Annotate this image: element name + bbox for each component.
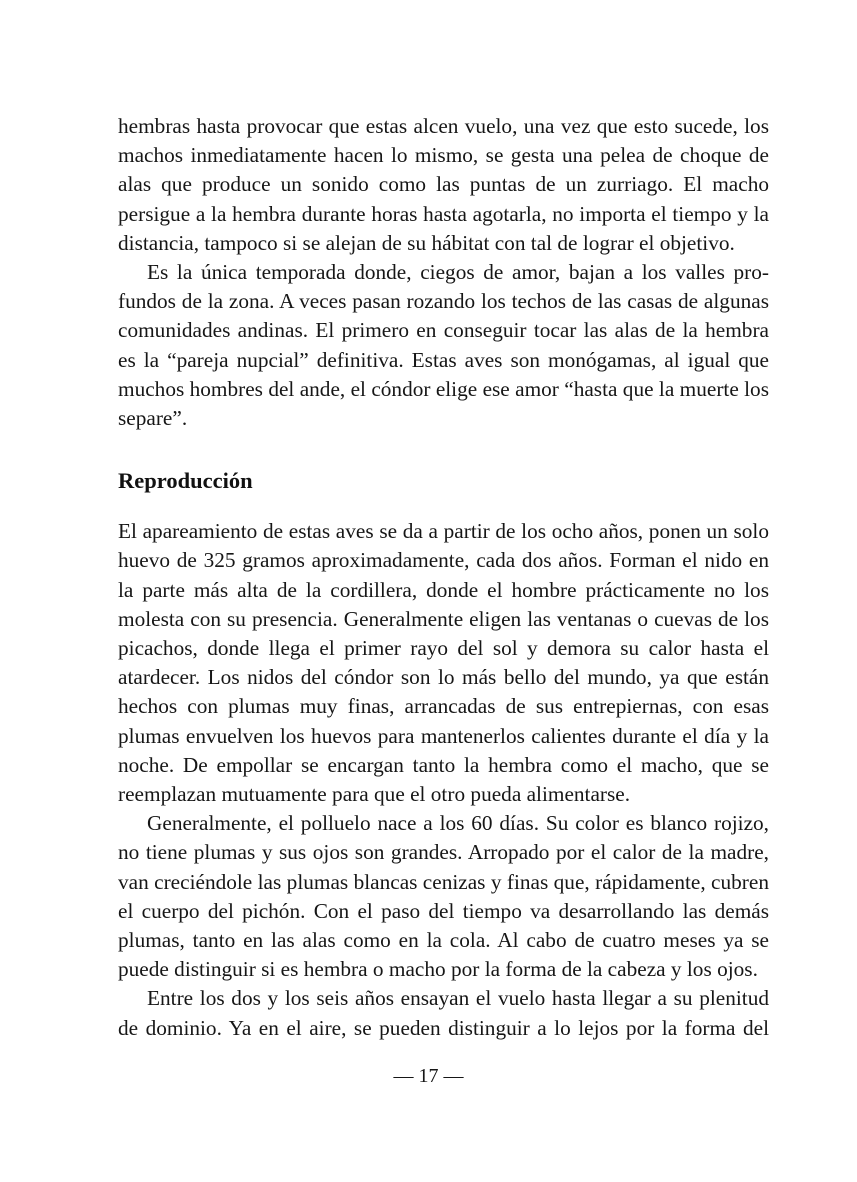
paragraph: Entre los dos y los seis años ensayan el vuelo hasta llegar a su plenitud de dominio. Ya en el aire, se pueden distinguir a lo lejos por la forma del xyxy=(118,986,769,1040)
paragraph: hembras hasta provocar que estas alcen vuelo, una vez que esto sucede, los machos inmediatamente hacen lo mismo, se gesta una pelea de choque de alas que produce un sonido como las puntas de un zurriago. El macho persigue a la hembra durante horas hasta agotarla, no importa el tiempo y la distancia, tampoco si se alejan de su hábitat con tal de lograr el objetivo. xyxy=(118,114,769,255)
text-block-bottom xyxy=(118,517,769,1043)
paragraph: Es la única temporada donde, ciegos de amor, bajan a los valles profundos de la zona. A veces pasan rozando los techos de las casas de algunas comunidades andinas. El primero en conseguir tocar las alas de la hembra es la “pareja nupcial” definitiva. Estas aves son monógamas, al igual que muchos hombres del ande, el cóndor elige ese amor “hasta que la muerte los separe”. xyxy=(118,260,769,431)
book-page xyxy=(118,112,769,1043)
section-heading: Reproducción xyxy=(118,468,253,494)
page-number: — 17 — xyxy=(393,1065,464,1087)
paragraph: Generalmente, el polluelo nace a los 60 días. Su color es blanco rojizo, no tiene plumas y sus ojos son grandes. Arropado por el calor de la madre, van creciéndole las plumas blancas cenizas y finas que, rápidamente, cubren el cuerpo del pichón. Con el paso del tiempo va desarrollando las demás plumas, tanto en las alas como en la cola. Al cabo de cuatro meses ya se puede distinguir si es hembra o macho por la forma de la cabeza y los ojos. xyxy=(118,811,769,982)
paragraph: El apareamiento de estas aves se da a partir de los ocho años, ponen un solo huevo de 325 gramos aproximadamente, cada dos años. Forman el nido en la parte más alta de la cordillera, donde el hombre prácticamente no los molesta con su presencia. Generalmente eligen las ventanas o cuevas de los picachos, donde llega el primer rayo del sol y demora su calor hasta el atardecer. Los nidos del cóndor son lo más bello del mundo, ya que están hechos con plumas muy finas, arrancadas de sus entrepiernas, con esas plumas envuelven los huevos para mantenerlos calientes durante el día y la noche. De empollar se encargan tanto la hembra como el macho, que se reemplazan mutuamente para que el otro pueda alimentarse. xyxy=(118,519,769,807)
text-block-top xyxy=(118,112,769,433)
